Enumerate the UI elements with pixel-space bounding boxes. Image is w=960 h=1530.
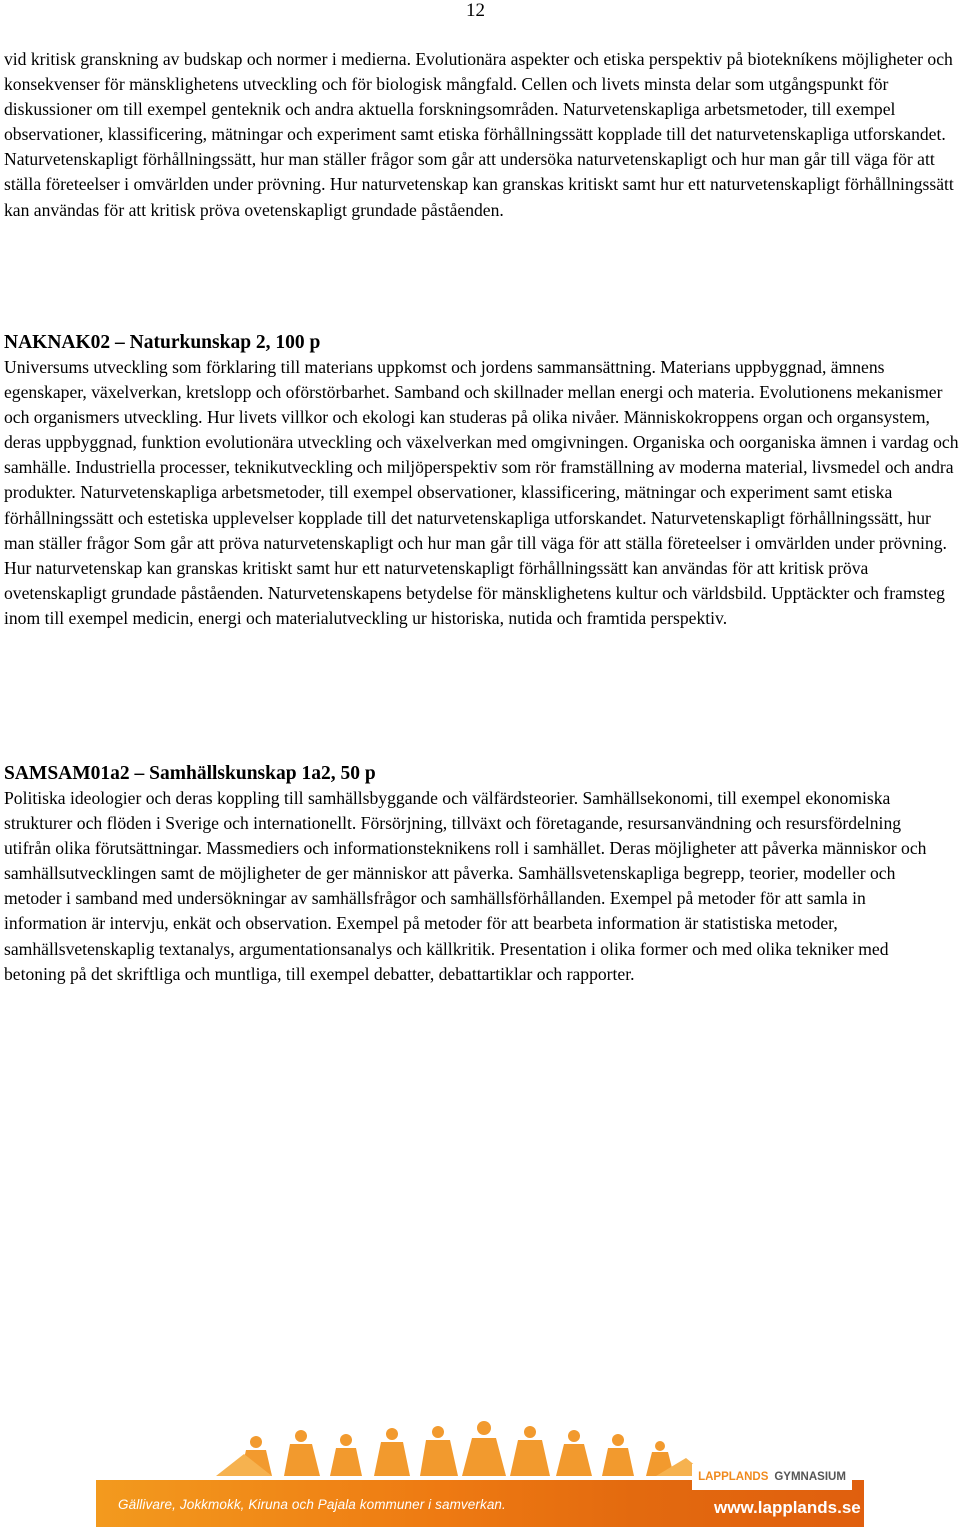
brand-logo [692, 1464, 852, 1490]
footer-tagline: Gällivare, Jokkmokk, Kiruna och Pajala kommuner i samverkan. [118, 1497, 506, 1512]
brand-name: LAPPLANDS [698, 1471, 769, 1483]
footer-url[interactable]: www.lapplands.se [714, 1498, 861, 1517]
section-body-naturkunskap: Universums utveckling som förklaring till materians uppkomst och jordens sammansättning. Materians uppbyggnad, ämnens egenskaper, växelverkan, kretslopp och oförstörbarhet. Samband och skillnader mellan energi och materia. Evolutionens mekanismer och organismers utveckling. Hur livets villkor och ekologi kan studeras på olika nivåer. Människokroppens organ och organsystem, deras uppbyggnad, funktion evolutionära utveckling och växelverkan med omgivningen. Organiska och oorganiska ämnen i vardag och samhälle. Industriella processer, teknikutveckling och miljöperspektiv som rör framställning av moderna material, livsmedel och andra produkter. Naturvetenskapliga arbetsmetoder, till exempel observationer, klassificering, mätningar och experiment samt etiska förhållningssätt och estetiska upplevelser kopplade till det naturvetenskapliga utforskandet. Naturvetenskapligt förhållningssätt, hur man ställer frågor Som går att pröva naturvetenskapligt och hur man går till väga för att ställa företeelser i omvärlden under prövning. Hur naturvetenskap kan granskas kritiskt samt hur ett naturvetenskapligt förhållningssätt kan användas för att kritisk pröva ovetenskapligt grundade påståenden. Naturvetenskapens betydelse för mänsklighetens kultur och världsbild. Upptäckter och framsteg inom till exempel medicin, energi och materialutveckling ur historiska, nutida och framtida perspektiv. [4, 357, 959, 628]
section-title-samhallskunskap: SAMSAM01a2 – Samhällskunskap 1a2, 50 p [4, 763, 376, 784]
section-body-samhallskunskap: Politiska ideologier och deras koppling till samhällsbyggande och välfärdsteorier. Samhällsekonomi, till exempel ekonomiska strukturer och flöden i Sverige och internationellt. Försörjning, tillväxt och företagande, resursanvändning och resursfördelning utifrån olika förutsättningar. Massmediers och informationsteknikens roll i samhället. Deras möjligheter att påverka människor och samhällsutvecklingen samt de möjligheter de ger människor att påverka. Samhällsvetenskapliga begrepp, teorier, modeller och metoder i samband med undersökningar av samhällsfrågor och samhällsförhållanden. Exempel på metoder för att samla in information är intervju, enkät och observation. Exempel på metoder för att bearbeta information är statistiska metoder, samhällsvetenskaplig textanalys, argumentationsanalys och källkritik. Presentation i olika former och med olika tekniker med betoning på det skriftliga och muntliga, till exempel debatter, debattartiklar och rapporter. [4, 788, 927, 984]
page-number: 12 [466, 0, 485, 21]
section-title-naturkunskap: NAKNAK02 – Naturkunskap 2, 100 p [4, 332, 321, 353]
brand-suffix: GYMNASIUM [774, 1471, 846, 1483]
intro-paragraph: vid kritisk granskning av budskap och normer i medierna. Evolutionära aspekter och etiska perspektiv på biotekníkens möjligheter och konsekvenser för mänsklighetens utveckling och för biologisk mångfald. Cellen och livets minsta delar som utgångspunkt för diskussioner om till exempel genteknik och andra aktuella forskningsområden. Naturvetenskapliga arbetsmetoder, till exempel observationer, klassificering, mätningar och experiment samt etiska förhållningssätt kopplade till det naturvetenskapliga utforskandet. Naturvetenskapligt förhållningssätt, hur man ställer frågor som går att undersöka naturvetenskapligt och hur man går till väga för att ställa företeelser i omvärlden under prövning. Hur naturvetenskap kan granskas kritiskt samt hur ett naturvetenskapligt förhållningssätt kan användas för att kritisk pröva ovetenskapligt grundade påståenden. [4, 49, 954, 220]
footer-banner [96, 1414, 864, 1530]
